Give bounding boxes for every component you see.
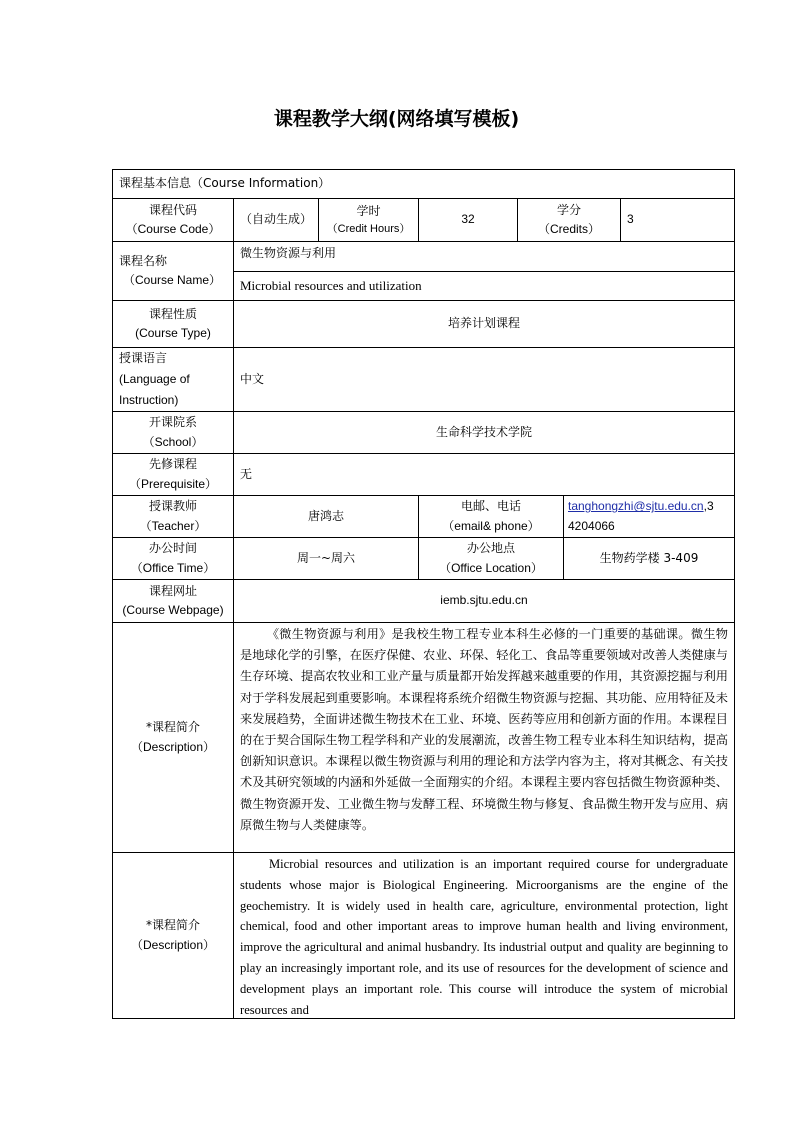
prerequisite-label <box>112 453 234 496</box>
webpage-url[interactable]: iemb.sjtu.edu.cn <box>440 593 528 608</box>
course-name-label-en: （Course Name） <box>123 273 222 287</box>
language-label <box>112 347 234 412</box>
prerequisite-label-en: （Prerequisite） <box>128 476 218 491</box>
teacher-label-cn: 授课教师 <box>148 499 197 514</box>
language-label-line1: 授课语言 <box>119 351 168 365</box>
description-cn-text: 《微生物资源与利用》是我校生物工程专业本科生必修的一门重要的基础课。微生物是地球化学的引擎，在医疗保健、农业、环保、轻化工、食品等重要领域对改善人类健康与生存环境、提高农牧业和工业产量与质量都开始发挥越来越重要的作用，其资源挖掘与利用对于学科发展起到重要影响。本课程将系统介绍微生物资源与挖掘、其功能、应用特征及未来发展趋势，全面讲述微生物技术在工业、环境、医药等应用和创新方面的作用。本课程目的在于契合国际生物工程学科和产业的发展潮流，改善生物工程专业本科生知识结构，提高创新知识意识。本课程以微生物资源与利用的理论和方法学内容为主，将对其概念、有关技术及其研究领域的内涵和外延做一全面翔实的介绍。本课程主要内容包括微生物资源种类、微生物资源开发、工业微生物与发酵工程、环境微生物与修复、食品微生物开发与应用、病原微生物与人类健康等。 <box>240 627 728 832</box>
course-code-value <box>233 198 319 242</box>
credit-hours-label-cn: 学时 <box>356 203 381 218</box>
course-name-label <box>112 241 234 301</box>
webpage-value <box>233 579 735 623</box>
contact-label-cn: 电邮、电话 <box>460 499 521 514</box>
contact-label <box>418 495 564 538</box>
credits-value <box>620 198 735 242</box>
school-value <box>233 411 735 454</box>
webpage-label-en: (Course Webpage) <box>122 603 224 617</box>
email-link[interactable]: tanghongzhi@sjtu.edu.cn <box>568 499 704 514</box>
course-type-value <box>233 300 735 348</box>
language-value-text: 中文 <box>240 371 265 386</box>
contact-label-en: （email& phone） <box>442 518 540 533</box>
office-time-label-cn: 办公时间 <box>148 541 197 556</box>
office-time-value <box>233 537 419 580</box>
description-cn-label-en: （Description） <box>130 739 216 754</box>
header-text: 课程基本信息（Course Information） <box>119 176 331 191</box>
course-code-value-text: （自动生成） <box>239 212 312 227</box>
credit-hours-label-en: （Credit Hours） <box>326 222 411 235</box>
phone-part2: 4204066 <box>568 518 615 533</box>
course-type-label-en: (Course Type) <box>135 326 211 340</box>
course-type-label-cn: 课程性质 <box>148 306 197 321</box>
office-location-value <box>563 537 735 580</box>
office-location-value-text: 生物药学楼 3-409 <box>599 550 699 565</box>
prerequisite-value-text: 无 <box>240 466 253 481</box>
course-name-label-cn: 课程名称 <box>119 253 168 268</box>
language-label-line3: Instruction) <box>119 393 179 407</box>
description-en-cell <box>233 852 735 1019</box>
description-en-label-en: （Description） <box>130 937 216 952</box>
credit-hours-value <box>418 198 518 242</box>
description-cn-label <box>112 622 234 853</box>
course-name-en-cell <box>233 271 735 301</box>
office-location-label-en: （Office Location） <box>439 560 543 575</box>
course-name-cn-cell <box>233 241 735 272</box>
course-code-label-cn: 课程代码 <box>148 202 197 217</box>
language-label-line2: (Language of <box>119 372 190 386</box>
office-location-label-cn: 办公地点 <box>466 541 515 556</box>
office-time-label-en: （Office Time） <box>130 560 216 575</box>
teacher-value-text: 唐鸿志 <box>307 508 344 523</box>
course-type-label <box>112 300 234 348</box>
phone-part1: ,3 <box>703 499 714 514</box>
course-type-value-text: 培养计划课程 <box>447 316 520 331</box>
credit-hours-label <box>318 198 419 242</box>
document-title: 课程教学大纲(网络填写模板) <box>273 108 520 130</box>
course-code-label <box>112 198 234 242</box>
course-name-en: Microbial resources and utilization <box>240 277 422 293</box>
school-label <box>112 411 234 454</box>
description-en-label-cn: *课程简介 <box>145 918 200 933</box>
description-cn-label-cn: *课程简介 <box>145 720 200 735</box>
description-en-label <box>112 852 234 1019</box>
credits-label <box>517 198 621 242</box>
office-time-label <box>112 537 234 580</box>
description-cn-cell <box>233 622 735 853</box>
prerequisite-label-cn: 先修课程 <box>148 457 197 472</box>
teacher-label-en: （Teacher） <box>139 518 207 533</box>
webpage-label-cn: 课程网址 <box>148 583 197 598</box>
school-value-text: 生命科学技术学院 <box>435 424 532 439</box>
course-code-label-en: （Course Code） <box>125 222 221 236</box>
teacher-value <box>233 495 419 538</box>
description-en-text: Microbial resources and utilization is an important required course for undergraduate students whose major is Biological Engineering. Microorganisms are the engine of the geochemistry. It is widely used in health care, agriculture, environmental protection, light chemical, food and other important areas to improve human health and living environment, improve the agricultural and animal husbandry. Its industrial output and quality are beginning to play an increasingly important role, and its use of resources for the development of science and development plays an important role. This course will introduce the system of microbial resources and <box>240 857 728 1017</box>
credit-hours-value-text: 32 <box>461 212 475 227</box>
contact-value <box>563 495 735 538</box>
credits-label-en: （Credits） <box>537 222 600 236</box>
teacher-label <box>112 495 234 538</box>
course-information-header <box>112 169 735 199</box>
course-name-cn: 微生物资源与利用 <box>240 246 337 260</box>
school-label-cn: 开课院系 <box>148 415 197 430</box>
prerequisite-value <box>233 453 735 496</box>
language-value <box>233 347 735 412</box>
credits-label-cn: 学分 <box>556 202 581 217</box>
credits-value-text: 3 <box>627 212 634 227</box>
office-time-value-text: 周一~周六 <box>296 550 356 565</box>
webpage-label <box>112 579 234 623</box>
school-label-en: （School） <box>142 434 204 449</box>
office-location-label <box>418 537 564 580</box>
